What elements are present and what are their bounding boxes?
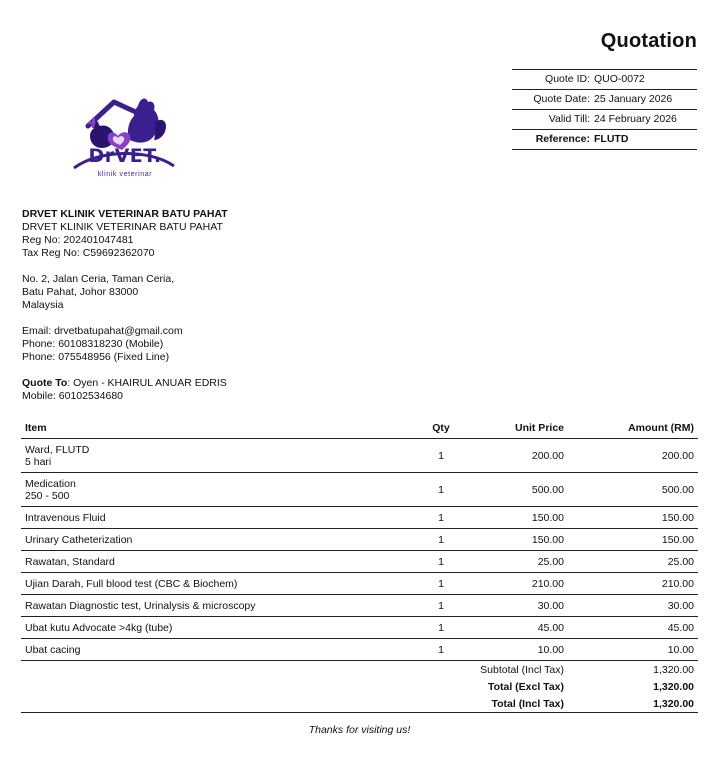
table-header-row <box>21 419 698 439</box>
quote-to-block <box>22 377 228 403</box>
qty-cell: 1 <box>417 639 465 661</box>
company-phone-fixed: Phone: 075548956 (Fixed Line) <box>22 351 170 363</box>
quote-meta-table <box>512 69 697 150</box>
qty-cell: 1 <box>417 473 465 507</box>
meta-label: Quote Date: <box>533 93 590 105</box>
item-name: Ujian Darah, Full blood test (CBC & Biochem) <box>21 573 417 595</box>
amount-cell: 200.00 <box>568 439 698 473</box>
logo-wordmark: DrVET. <box>88 145 162 167</box>
line-items-table <box>21 419 698 661</box>
company-email: Email: drvetbatupahat@gmail.com <box>22 325 183 337</box>
quote-id-row <box>512 70 697 90</box>
table-row <box>21 595 698 617</box>
subtotal-row <box>21 661 698 678</box>
company-contact <box>22 325 228 364</box>
qty-cell: 1 <box>417 595 465 617</box>
company-tax-reg: Tax Reg No: C59692362070 <box>22 247 155 259</box>
address-line-1: No. 2, Jalan Ceria, Taman Ceria, <box>22 273 175 285</box>
amount-cell: 150.00 <box>568 507 698 529</box>
total-incl-tax-row <box>21 695 698 713</box>
table-row <box>21 507 698 529</box>
total-excl-tax-row <box>21 678 698 695</box>
amount-cell: 210.00 <box>568 573 698 595</box>
amount-cell: 150.00 <box>568 529 698 551</box>
company-details <box>22 208 228 416</box>
table-row <box>21 551 698 573</box>
item-name: Ward, FLUTD <box>25 444 90 456</box>
company-name-secondary: DRVET KLINIK VETERINAR BATU PAHAT <box>22 221 223 233</box>
meta-label: Reference: <box>535 133 590 145</box>
reference-row <box>512 130 697 150</box>
item-name: Rawatan, Standard <box>21 551 417 573</box>
table-row <box>21 617 698 639</box>
price-cell: 30.00 <box>465 595 568 617</box>
qty-cell: 1 <box>417 551 465 573</box>
price-cell: 10.00 <box>465 639 568 661</box>
header-amount: Amount (RM) <box>568 419 698 439</box>
amount-cell: 30.00 <box>568 595 698 617</box>
item-name: Medication <box>25 478 76 490</box>
subtotal-label: Subtotal (Incl Tax) <box>480 664 564 676</box>
item-detail: 250 - 500 <box>25 490 70 502</box>
price-cell: 25.00 <box>465 551 568 573</box>
amount-cell: 10.00 <box>568 639 698 661</box>
item-detail: 5 hari <box>25 456 52 468</box>
price-cell: 150.00 <box>465 507 568 529</box>
total-excl-tax-value: 1,320.00 <box>653 681 694 693</box>
thank-you-note: Thanks for visiting us! <box>308 724 411 736</box>
qty-cell: 1 <box>417 439 465 473</box>
company-name-block <box>22 208 228 260</box>
table-row <box>21 439 698 473</box>
company-phone-mobile: Phone: 60108318230 (Mobile) <box>22 338 164 350</box>
quote-to-mobile: Mobile: 60102534680 <box>22 390 124 402</box>
quote-to-line <box>22 377 228 390</box>
item-name: Ubat kutu Advocate >4kg (tube) <box>21 617 417 639</box>
total-excl-tax-label: Total (Excl Tax) <box>487 681 564 693</box>
price-cell: 150.00 <box>465 529 568 551</box>
document-title: Quotation <box>600 30 697 52</box>
amount-cell: 25.00 <box>568 551 698 573</box>
subtotal-value: 1,320.00 <box>653 664 694 676</box>
totals-table <box>21 661 698 713</box>
table-row <box>21 639 698 661</box>
total-incl-tax-value: 1,320.00 <box>653 698 694 710</box>
price-cell: 210.00 <box>465 573 568 595</box>
meta-label: Quote ID: <box>545 73 590 85</box>
clinic-logo <box>68 90 180 182</box>
meta-value: QUO-0072 <box>594 73 645 85</box>
company-address <box>22 273 228 312</box>
header-item: Item <box>21 419 417 439</box>
meta-value: 25 January 2026 <box>594 93 673 105</box>
table-row <box>21 529 698 551</box>
address-line-2: Batu Pahat, Johor 83000 <box>22 286 139 298</box>
header-qty: Qty <box>417 419 465 439</box>
item-name: Rawatan Diagnostic test, Urinalysis & microscopy <box>21 595 417 617</box>
quote-to-value: : Oyen - KHAIRUL ANUAR EDRIS <box>67 377 227 389</box>
table-row <box>21 473 698 507</box>
amount-cell: 500.00 <box>568 473 698 507</box>
item-name: Urinary Catheterization <box>21 529 417 551</box>
company-name: DRVET KLINIK VETERINAR BATU PAHAT <box>22 208 228 220</box>
logo-tagline: klinik veterinar <box>97 171 153 178</box>
total-incl-tax-label: Total (Incl Tax) <box>491 698 564 710</box>
valid-till-row <box>512 110 697 130</box>
company-reg: Reg No: 202401047481 <box>22 234 134 246</box>
meta-value: 24 February 2026 <box>594 113 677 125</box>
item-cell <box>21 439 417 473</box>
qty-cell: 1 <box>417 573 465 595</box>
address-line-3: Malaysia <box>22 299 64 311</box>
header-unit-price: Unit Price <box>465 419 568 439</box>
item-name: Ubat cacing <box>21 639 417 661</box>
meta-value: FLUTD <box>594 133 629 145</box>
price-cell: 200.00 <box>465 439 568 473</box>
qty-cell: 1 <box>417 507 465 529</box>
item-cell <box>21 473 417 507</box>
amount-cell: 45.00 <box>568 617 698 639</box>
qty-cell: 1 <box>417 529 465 551</box>
qty-cell: 1 <box>417 617 465 639</box>
quote-date-row <box>512 90 697 110</box>
item-name: Intravenous Fluid <box>21 507 417 529</box>
quote-to-label: Quote To <box>22 377 68 389</box>
price-cell: 45.00 <box>465 617 568 639</box>
price-cell: 500.00 <box>465 473 568 507</box>
table-row <box>21 573 698 595</box>
meta-label: Valid Till: <box>548 113 590 125</box>
